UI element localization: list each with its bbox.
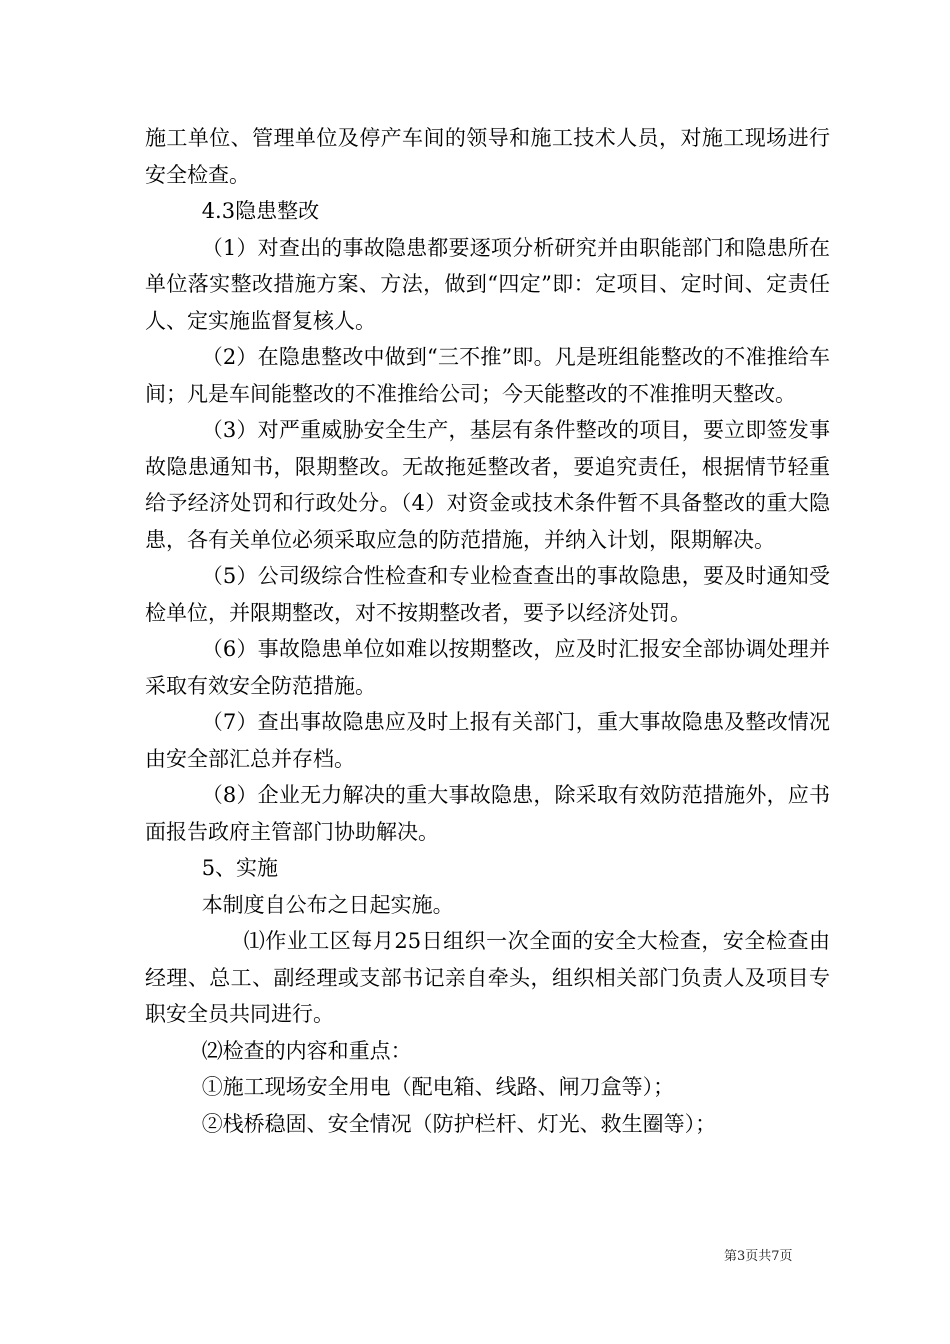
paragraph-item-3-4: （3）对严重威胁安全生产，基层有条件整改的项目，要立即签发事故隐患通知书，限期整改。无故拖延整改者，要追究责任，根据情节轻重给予经济处罚和行政处分。（4）对资金或技术条件暂不具备整改的重大隐患，各有关单位必须采取应急的防范措施，并纳入计划，限期解决。 xyxy=(145,418,830,552)
body-text xyxy=(145,120,830,1142)
paragraph-inspection-1: ⑴作业工区每月25日组织一次全面的安全大检查，安全检查由经理、总工、副经理或支部书记亲自牵头，组织相关部门负责人及项目专职安全员共同进行。 xyxy=(145,929,830,1026)
paragraph-item-8: （8）企业无力解决的重大事故隐患，除采取有效防范措施外，应书面报告政府主管部门协助解决。 xyxy=(145,783,830,844)
section-heading-5: 5、实施 xyxy=(201,856,279,880)
list-item-2: ②栈桥稳固、安全情况（防护栏杆、灯光、救生圈等）； xyxy=(201,1111,717,1136)
page-number: 第3页共7页 xyxy=(724,1249,793,1264)
paragraph-1: 施工单位、管理单位及停产车间的领导和施工技术人员，对施工现场进行安全检查。 xyxy=(145,126,830,187)
section-heading-4-3: 4.3隐患整改 xyxy=(201,199,320,223)
list-item-1: ①施工现场安全用电（配电箱、线路、闸刀盒等）； xyxy=(201,1075,675,1099)
paragraph-inspection-2: ⑵检查的内容和重点： xyxy=(201,1038,412,1063)
paragraph-item-2: （2）在隐患整改中做到“三不推”即。凡是班组能整改的不准推给车间；凡是车间能整改的不准推给公司；今天能整改的不准推明天整改。 xyxy=(145,345,830,406)
paragraph-item-7: （7）查出事故隐患应及时上报有关部门，重大事故隐患及整改情况由安全部汇总并存档。 xyxy=(145,710,830,771)
paragraph-item-5: （5）公司级综合性检查和专业检查查出的事故隐患，要及时通知受检单位，并限期整改，对不按期整改者，要予以经济处罚。 xyxy=(145,564,830,625)
paragraph-item-6: （6）事故隐患单位如难以按期整改，应及时汇报安全部协调处理并采取有效安全防范措施。 xyxy=(145,637,830,698)
paragraph-item-1: （1）对查出的事故隐患都要逐项分析研究并由职能部门和隐患所在单位落实整改措施方案、方法，做到“四定”即：定项目、定时间、定责任人、定实施监督复核人。 xyxy=(145,235,830,333)
paragraph-effective: 本制度自公布之日起实施。 xyxy=(201,892,454,917)
